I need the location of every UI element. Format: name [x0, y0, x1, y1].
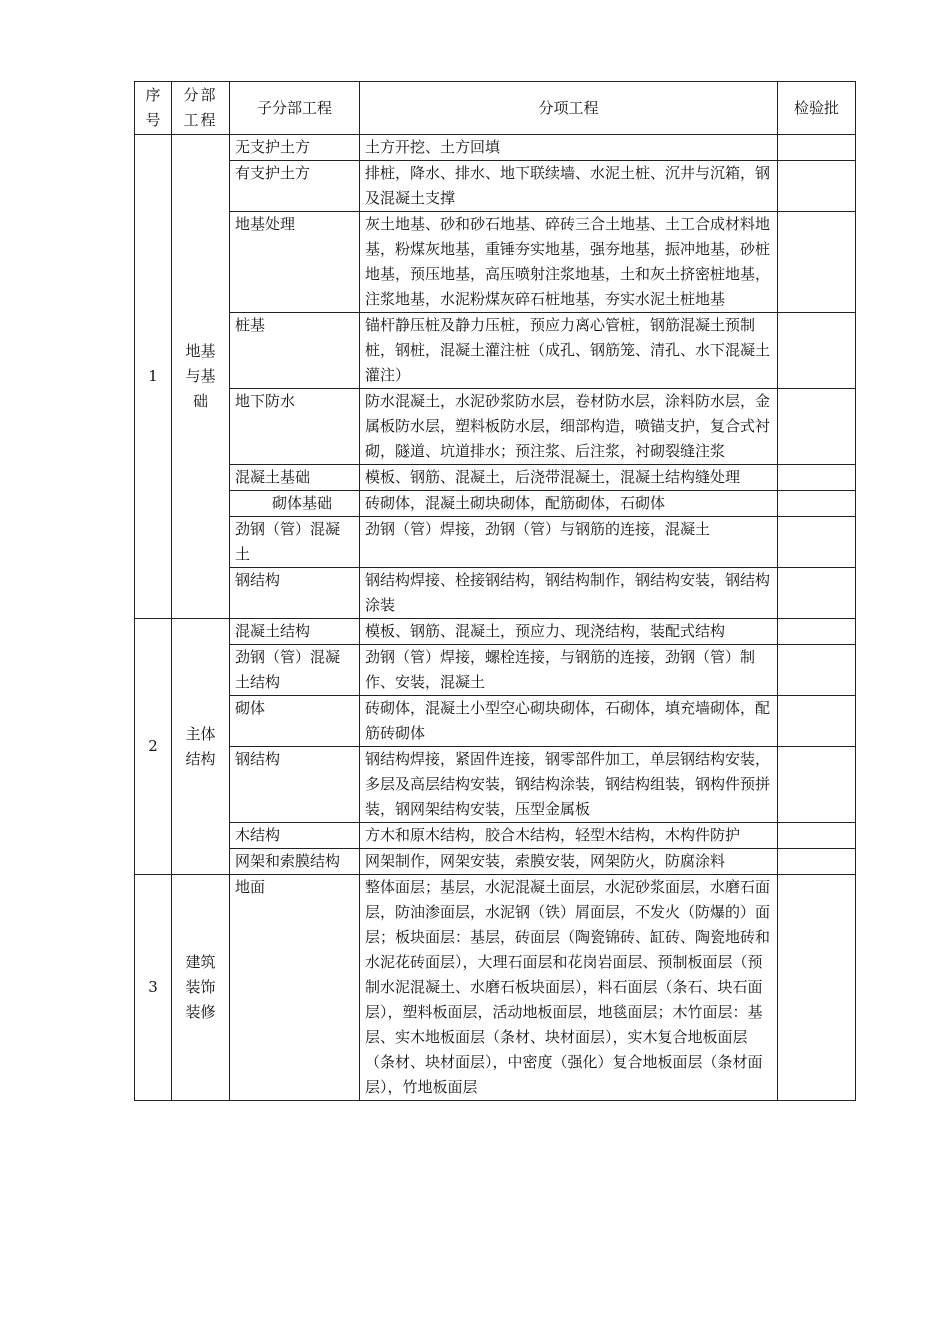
batch-cell: [778, 135, 856, 161]
table-row: [135, 491, 856, 517]
sub-cell: 砌体基础: [230, 491, 360, 517]
sub-cell: 混凝土基础: [230, 465, 360, 491]
header-sub: 子分部工程: [230, 82, 360, 135]
items-cell: 灰土地基、砂和砂石地基、碎砖三合土地基、土工合成材料地基，粉煤灰地基，重锤夯实地基，强夯地基，振冲地基，砂桩地基，预压地基，高压喷射注浆地基，土和灰土挤密桩地基，注浆地基，水泥粉煤灰碎石桩地基，夯实水泥土桩地基: [360, 212, 778, 313]
items-cell: 模板、钢筋、混凝土，预应力、现浇结构，装配式结构: [360, 619, 778, 645]
table-row: [135, 849, 856, 875]
table-row: [135, 645, 856, 696]
batch-cell: [778, 875, 856, 1101]
batch-cell: [778, 161, 856, 212]
items-cell: 方木和原木结构，胶合木结构，轻型木结构，木构件防护: [360, 823, 778, 849]
items-cell: 排桩，降水、排水、地下联续墙、水泥土桩、沉井与沉箱，钢及混凝土支撑: [360, 161, 778, 212]
table-row: [135, 161, 856, 212]
sub-cell: 混凝土结构: [230, 619, 360, 645]
items-cell: 防水混凝土，水泥砂浆防水层，卷材防水层，涂料防水层，金属板防水层，塑料板防水层，细部构造，喷锚支护，复合式衬砌，隧道、坑道排水；预注浆、后注浆，衬砌裂缝注浆: [360, 389, 778, 465]
table-row: [135, 135, 856, 161]
batch-cell: [778, 568, 856, 619]
batch-cell: [778, 313, 856, 389]
batch-cell: [778, 619, 856, 645]
batch-cell: [778, 645, 856, 696]
batch-cell: [778, 212, 856, 313]
group-part: 建筑装饰装修: [172, 875, 230, 1101]
batch-cell: [778, 849, 856, 875]
batch-cell: [778, 517, 856, 568]
sub-cell: 劲钢（管）混凝土: [230, 517, 360, 568]
sub-cell: 木结构: [230, 823, 360, 849]
table-row: [135, 696, 856, 747]
batch-cell: [778, 747, 856, 823]
sub-cell: 钢结构: [230, 747, 360, 823]
items-cell: 土方开挖、土方回填: [360, 135, 778, 161]
sub-cell: 网架和索膜结构: [230, 849, 360, 875]
table-row: [135, 875, 856, 1101]
sub-cell: 砌体: [230, 696, 360, 747]
header-seq: 序号: [135, 82, 172, 135]
sub-cell: 桩基: [230, 313, 360, 389]
items-cell: 锚杆静压桩及静力压桩，预应力离心管桩，钢筋混凝土预制桩，钢桩，混凝土灌注桩（成孔、钢筋笼、清孔、水下混凝土灌注）: [360, 313, 778, 389]
batch-cell: [778, 389, 856, 465]
table-row: [135, 212, 856, 313]
sub-cell: 地基处理: [230, 212, 360, 313]
items-cell: 模板、钢筋、混凝土，后浇带混凝土，混凝土结构缝处理: [360, 465, 778, 491]
table-row: [135, 823, 856, 849]
table-row: [135, 568, 856, 619]
items-cell: 劲钢（管）焊接，劲钢（管）与钢筋的连接，混凝土: [360, 517, 778, 568]
header-item: 分项工程: [360, 82, 778, 135]
subdivision-table: [134, 81, 856, 1101]
batch-cell: [778, 696, 856, 747]
table-row: [135, 747, 856, 823]
sub-cell: 地下防水: [230, 389, 360, 465]
header-batch: 检验批: [778, 82, 856, 135]
group-seq: 2: [135, 619, 172, 875]
group-part: 主体结构: [172, 619, 230, 875]
sub-cell: 无支护土方: [230, 135, 360, 161]
items-cell: 砖砌体，混凝土小型空心砌块砌体，石砌体，填充墙砌体，配筋砖砌体: [360, 696, 778, 747]
items-cell: 劲钢（管）焊接，螺栓连接，与钢筋的连接，劲钢（管）制作、安装，混凝土: [360, 645, 778, 696]
table-row: [135, 465, 856, 491]
header-row: [135, 82, 856, 135]
sub-cell: 劲钢（管）混凝土结构: [230, 645, 360, 696]
header-part: 分部工程: [172, 82, 230, 135]
items-cell: 砖砌体，混凝土砌块砌体，配筋砌体，石砌体: [360, 491, 778, 517]
table-row: [135, 619, 856, 645]
sub-cell: 地面: [230, 875, 360, 1101]
items-cell: 钢结构焊接、栓接钢结构，钢结构制作，钢结构安装，钢结构涂装: [360, 568, 778, 619]
items-cell: 网架制作，网架安装，索膜安装，网架防火，防腐涂料: [360, 849, 778, 875]
batch-cell: [778, 465, 856, 491]
table-row: [135, 389, 856, 465]
group-seq: 1: [135, 135, 172, 619]
batch-cell: [778, 491, 856, 517]
items-cell: 钢结构焊接，紧固件连接，钢零部件加工，单层钢结构安装，多层及高层结构安装，钢结构涂装，钢结构组装，钢构件预拼装，钢网架结构安装，压型金属板: [360, 747, 778, 823]
group-seq: 3: [135, 875, 172, 1101]
sub-cell: 钢结构: [230, 568, 360, 619]
items-cell: 整体面层；基层，水泥混凝土面层，水泥砂浆面层，水磨石面层，防油渗面层，水泥钢（铁）屑面层，不发火（防爆的）面层；板块面层：基层，砖面层（陶瓷锦砖、缸砖、陶瓷地砖和水泥花砖面层），大理石面层和花岗岩面层、预制板面层（预制水泥混凝土、水磨石板块面层），料石面层（条石、块石面层），塑料板面层，活动地板面层，地毯面层；木竹面层：基层、实木地板面层（条材、块材面层），实木复合地板面层（条材、块材面层），中密度（强化）复合地板面层（条材面层），竹地板面层: [360, 875, 778, 1101]
table-row: [135, 517, 856, 568]
batch-cell: [778, 823, 856, 849]
sub-cell: 有支护土方: [230, 161, 360, 212]
table-row: [135, 313, 856, 389]
group-part: 地基与基础: [172, 135, 230, 619]
